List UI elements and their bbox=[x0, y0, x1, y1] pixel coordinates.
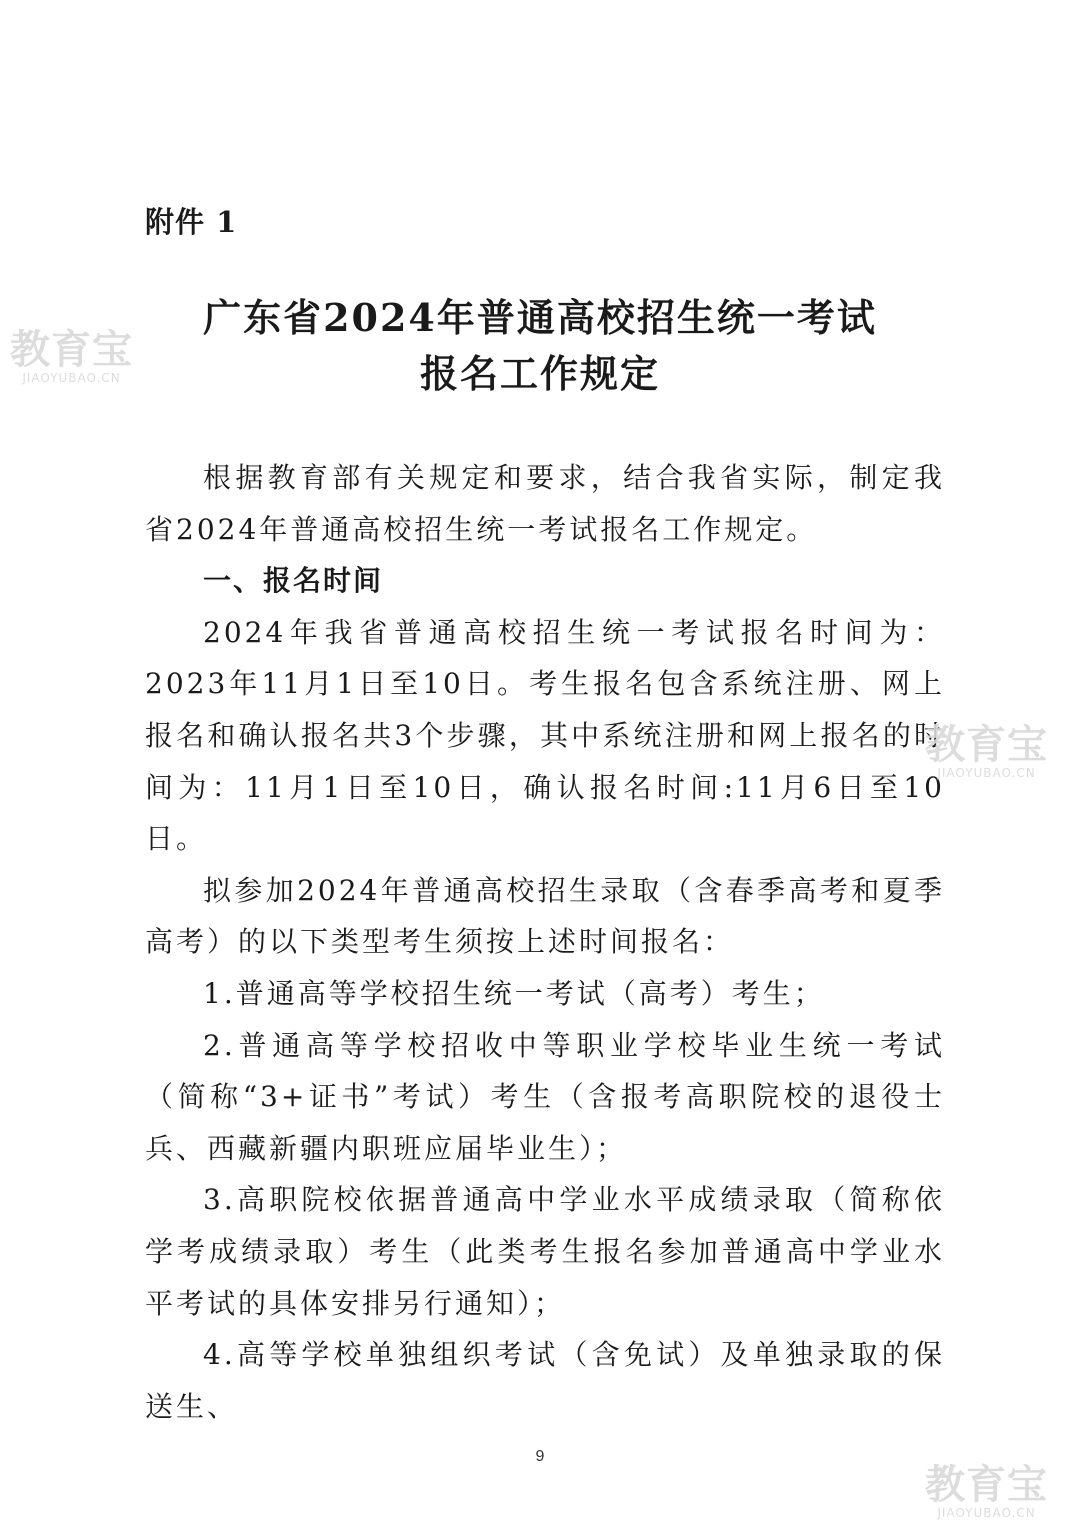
intro-paragraph: 根据教育部有关规定和要求，结合我省实际，制定我省2024年普通高校招生统一考试报名工作规定。 bbox=[145, 461, 945, 546]
attachment-label: 附件 1 bbox=[145, 205, 238, 239]
registration-time-paragraph: 2024年我省普通高校招生统一考试报名时间为：2023年11月1日至10日。考生报名包含系统注册、网上报名和确认报名共3个步骤，其中系统注册和网上报名的时间为：11月1日至10日，确认报名时间:11月6日至10日。 bbox=[145, 615, 945, 856]
title-line-1: 广东省2024年普通高校招生统一考试 bbox=[203, 295, 877, 340]
watermark-logo bbox=[925, 1462, 1048, 1520]
list-item-1: 1.普通高等学校招生统一考试（高考）考生； bbox=[203, 976, 825, 1010]
watermark-text-en: JIAOYUBAO.CN bbox=[22, 371, 121, 385]
candidate-types-paragraph: 拟参加2024年普通高校招生录取（含春季高考和夏季高考）的以下类型考生须按上述时间报名： bbox=[145, 873, 945, 959]
watermark-text-cn: 教育宝 bbox=[925, 1462, 1048, 1508]
watermark-logo bbox=[10, 327, 133, 385]
watermark-logo bbox=[925, 722, 1048, 780]
list-item-4: 4.高等学校单独组织考试（含免试）及单独录取的保送生、 bbox=[145, 1338, 945, 1423]
watermark-text-cn: 教育宝 bbox=[925, 722, 1048, 768]
list-item-3: 3.高职院校依据普通高中学业水平成绩录取（简称依学考成绩录取）考生（此类考生报名参加普通高中学业水平考试的具体安排另行通知）； bbox=[145, 1183, 945, 1320]
page-number: 9 bbox=[535, 1448, 545, 1465]
watermark-text-cn: 教育宝 bbox=[10, 327, 133, 373]
watermark-text-en: JIAOYUBAO.CN bbox=[937, 766, 1036, 780]
document-title bbox=[0, 290, 1080, 402]
list-item-2: 2.普通高等学校招收中等职业学校毕业生统一考试（简称“3+证书”考试）考生（含报考高职院校的退役士兵、西藏新疆内职班应届毕业生）； bbox=[145, 1028, 945, 1165]
watermark-text-en: JIAOYUBAO.CN bbox=[937, 1506, 1036, 1520]
document-body bbox=[145, 452, 945, 1432]
section-heading-registration-time: 一、报名时间 bbox=[203, 564, 384, 598]
title-line-2: 报名工作规定 bbox=[419, 351, 660, 396]
